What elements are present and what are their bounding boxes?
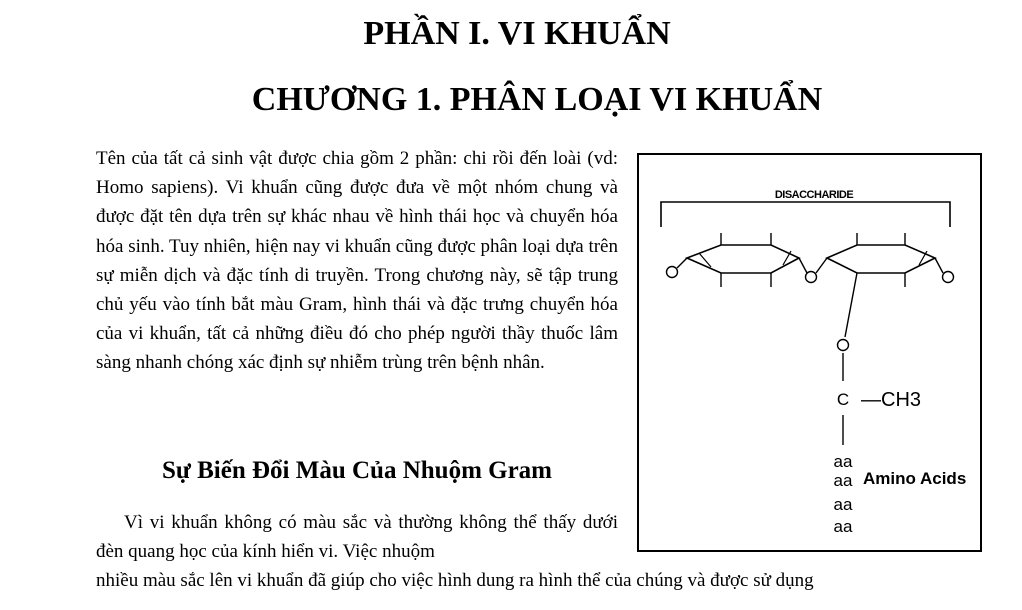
part-title: PHẦN I. VI KHUẨN bbox=[363, 15, 671, 52]
amino-acid-4: aa bbox=[833, 517, 853, 536]
section-heading: Sự Biến Đổi Màu Của Nhuộm Gram bbox=[161, 457, 553, 484]
peptidoglycan-diagram bbox=[639, 155, 980, 550]
oxygen-right bbox=[943, 272, 954, 283]
gram-paragraph-continued: nhiều màu sắc lên vi khuẩn đã giúp cho việc hình dung ra hình thể của chúng và được sử dụng bbox=[96, 570, 814, 591]
amino-acid-1: aa bbox=[833, 452, 853, 471]
peptidoglycan-figure bbox=[637, 153, 982, 552]
oxygen-lactyl bbox=[838, 340, 849, 351]
disaccharide-bracket bbox=[661, 202, 950, 227]
sugar-ring-right bbox=[827, 245, 935, 273]
methyl-label: —CH3 bbox=[861, 389, 922, 411]
amino-acid-3: aa bbox=[833, 495, 853, 514]
intro-paragraph: Tên của tất cả sinh vật được chia gồm 2 phần: chi rồi đến loài (vd: Homo sapiens). Vi khuẩn cũng được đưa về một nhóm chung và được đặt tên dựa trên sự khác nhau về hình thái học và chuyển hóa hóa sinh. Tuy nhiên, hiện nay vi khuẩn cũng được phân loại dựa trên sự miễn dịch và đặc tính di truyền. Trong chương này, sẽ tập trung chủ yếu vào tính bắt màu Gram, hình thái và đặc trưng chuyển hóa của vi khuẩn, tất cả những điều đó cho phép người thầy thuốc lâm sàng nhanh chóng xác định sự nhiễm trùng trên bệnh nhân. bbox=[96, 148, 618, 374]
chapter-title: CHƯƠNG 1. PHÂN LOẠI VI KHUẨN bbox=[251, 81, 823, 118]
amino-acid-2: aa bbox=[833, 471, 853, 490]
disaccharide-label: DISACCHARIDE bbox=[774, 189, 854, 201]
oxygen-bridge bbox=[806, 272, 817, 283]
amino-acids-label: Amino Acids bbox=[863, 469, 967, 488]
gram-paragraph: Vì vi khuẩn không có màu sắc và thường không thể thấy dưới đèn quang học của kính hiển vi. Việc nhuộm bbox=[96, 512, 618, 563]
oxygen-left bbox=[667, 267, 678, 278]
carbon-label: C bbox=[836, 390, 850, 409]
